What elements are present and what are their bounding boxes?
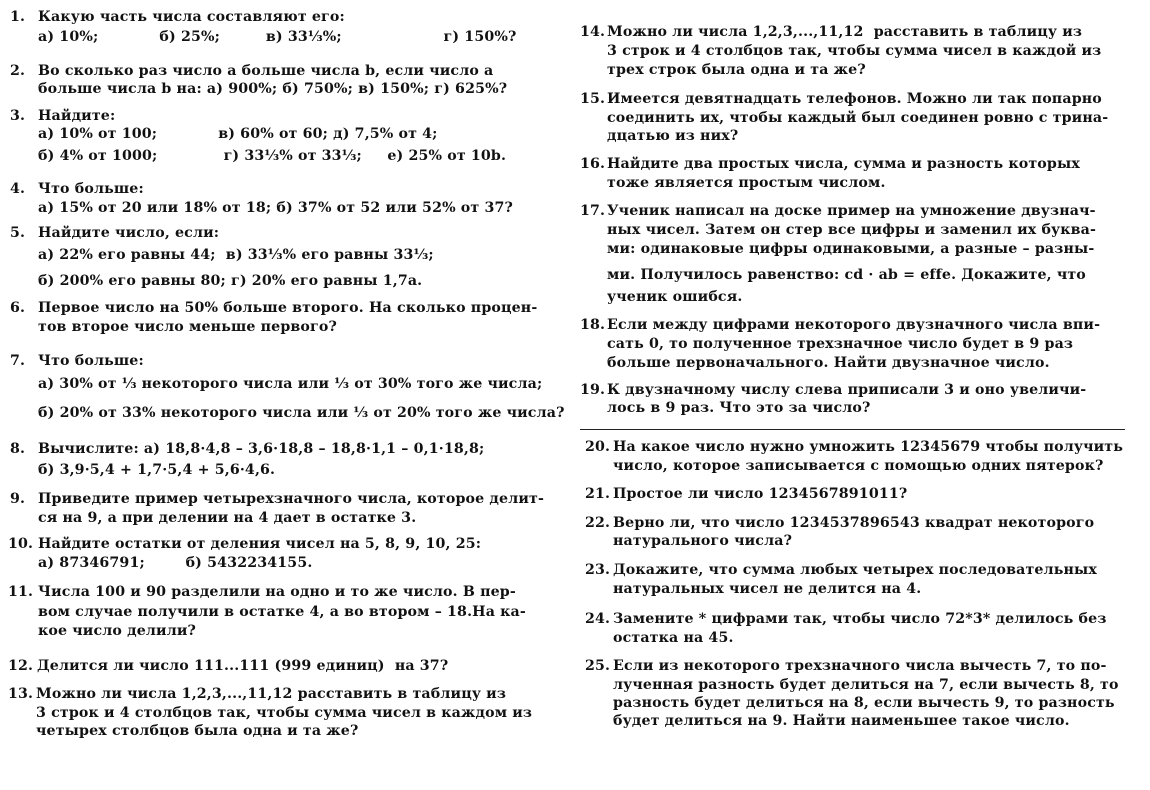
problem-2-number: 2. <box>10 63 26 79</box>
problem-25-line-2: лученная разность будет делиться на 7, если вычесть 8, то <box>613 677 1119 693</box>
problem-23-line-2: натуральных чисел не делится на 4. <box>613 581 922 597</box>
problem-14-number: 14. <box>580 24 606 40</box>
problem-24-number: 24. <box>585 611 611 627</box>
problem-22-line-2: натурального числа? <box>613 533 793 549</box>
problem-23-number: 23. <box>585 562 611 578</box>
problem-16-line-1: Найдите два простых числа, сумма и разность которых <box>607 156 1080 172</box>
problem-4-line-1: Что больше: <box>38 181 144 197</box>
problem-2-line-2: больше числа b на: а) 900%; б) 750%; в) 150%; г) 625%? <box>38 81 508 97</box>
problem-12-line-1: Делится ли число 111...111 (999 единиц) на 37? <box>37 658 449 674</box>
problem-11-line-3: кое число делили? <box>38 623 197 639</box>
problem-25-number: 25. <box>585 658 611 674</box>
problem-23-line-1: Докажите, что сумма любых четырех последовательных <box>613 562 1098 578</box>
problem-13-line-3: четырех столбцов была одна и та же? <box>36 723 359 739</box>
problem-3-line-3: б) 4% от 1000; г) 33⅓% от 33⅓; е) 25% от 10b. <box>38 148 507 164</box>
problem-5-line-2: а) 22% его равны 44; в) 33⅓% его равны 33⅓; <box>38 247 434 263</box>
problem-5-line-1: Найдите число, если: <box>38 225 220 241</box>
problem-1-number: 1. <box>10 9 26 25</box>
problem-24-line-2: остатка на 45. <box>613 630 734 646</box>
problem-4-line-2: а) 15% от 20 или 18% от 18; б) 37% от 52 или 52% от 37? <box>38 200 513 216</box>
problem-7-number: 7. <box>10 353 26 369</box>
problem-22-number: 22. <box>585 515 611 531</box>
problem-19-line-1: К двузначному числу слева приписали 3 и оно увеличи- <box>607 382 1087 398</box>
problem-4-number: 4. <box>10 181 26 197</box>
problem-14-line-1: Можно ли числа 1,2,3,...,11,12 расставить в таблицу из <box>607 24 1083 40</box>
problem-6-line-1: Первое число на 50% больше второго. На сколько процен- <box>38 300 538 316</box>
problem-20-line-2: число, которое записывается с помощью одних пятерок? <box>613 458 1104 474</box>
problem-10-line-2: а) 87346791; б) 5432234155. <box>38 555 313 571</box>
problem-13-number: 13. <box>8 686 34 702</box>
problem-7-line-3: б) 20% от 33% некоторого числа или ⅓ от 20% того же числа? <box>38 405 565 421</box>
section-divider <box>580 429 1125 430</box>
problem-5-number: 5. <box>10 225 26 241</box>
problem-14-line-3: трех строк была одна и та же? <box>607 62 866 78</box>
problem-17-number: 17. <box>580 203 606 219</box>
problem-8-line-1: Вычислите: а) 18,8·4,8 – 3,6·18,8 – 18,8·1,1 – 0,1·18,8; <box>38 441 485 457</box>
problem-25-line-4: будет делиться на 9. Найти наименьшее такое число. <box>613 713 1070 729</box>
problem-5-line-3: б) 200% его равны 80; г) 20% его равны 1,7a. <box>38 273 423 289</box>
problem-17-line-4: ми. Получилось равенство: cd · ab = effe. Докажите, что <box>607 267 1086 283</box>
problem-13-line-2: 3 строк и 4 столбцов так, чтобы сумма чисел в каждом из <box>36 705 533 721</box>
problem-18-line-1: Если между цифрами некоторого двузначного числа впи- <box>607 317 1101 333</box>
problem-18-line-2: сать 0, то полученное трехзначное число будет в 9 раз <box>607 336 1074 352</box>
problem-17-line-2: ных чисел. Затем он стер все цифры и заменил их буква- <box>607 222 1097 238</box>
problem-11-line-2: вом случае получили в остатке 4, а во втором – 18.На ка- <box>38 604 526 620</box>
problem-11-number: 11. <box>8 584 34 600</box>
problem-15-line-1: Имеется девятнадцать телефонов. Можно ли так попарно <box>607 91 1102 107</box>
problem-3-number: 3. <box>10 108 26 124</box>
problem-25-line-1: Если из некоторого трехзначного числа вычесть 7, то по- <box>613 658 1107 674</box>
problem-10-number: 10. <box>8 536 34 552</box>
problem-6-line-2: тов второе число меньше первого? <box>38 319 337 335</box>
problem-11-line-1: Числа 100 и 90 разделили на одно и то же число. В пер- <box>38 584 516 600</box>
problem-19-number: 19. <box>580 382 606 398</box>
problem-3-line-2: а) 10% от 100; в) 60% от 60; д) 7,5% от 4; <box>38 126 438 142</box>
problem-20-line-1: На какое число нужно умножить 12345679 чтобы получить <box>613 439 1124 455</box>
problem-17-line-5: ученик ошибся. <box>607 289 743 305</box>
problem-24-line-1: Замените * цифрами так, чтобы число 72*3* делилось без <box>613 611 1107 627</box>
problem-1-line-2: а) 10%; б) 25%; в) 33⅓%; г) 150%? <box>38 29 517 45</box>
problem-6-number: 6. <box>10 300 26 316</box>
problem-16-line-2: тоже является простым числом. <box>607 175 886 191</box>
problem-9-number: 9. <box>10 491 26 507</box>
problem-14-line-2: 3 строк и 4 столбцов так, чтобы сумма чисел в каждой из <box>607 43 1102 59</box>
problem-22-line-1: Верно ли, что число 1234537896543 квадрат некоторого <box>613 515 1095 531</box>
problem-15-line-2: соединить их, чтобы каждый был соединен ровно с трина- <box>607 110 1109 126</box>
problem-21-line-1: Простое ли число 1234567891011? <box>613 486 908 502</box>
problem-9-line-2: ся на 9, а при делении на 4 дает в остатке 3. <box>38 510 417 526</box>
problem-25-line-3: разность будет делиться на 8, если вычесть 9, то разность <box>613 695 1115 711</box>
problem-15-number: 15. <box>580 91 606 107</box>
problem-15-line-3: дцатью из них? <box>607 128 739 144</box>
problem-20-number: 20. <box>585 439 611 455</box>
problem-18-number: 18. <box>580 317 606 333</box>
problem-13-line-1: Можно ли числа 1,2,3,...,11,12 расставить в таблицу из <box>36 686 507 702</box>
problem-17-line-1: Ученик написал на доске пример на умножение двузнач- <box>607 203 1096 219</box>
problem-3-line-1: Найдите: <box>38 108 116 124</box>
problem-17-line-3: ми: одинаковые цифры одинаковыми, а разные – разны- <box>607 241 1095 257</box>
problem-7-line-1: Что больше: <box>38 353 144 369</box>
problem-12-number: 12. <box>8 658 34 674</box>
problem-18-line-3: больше первоначального. Найти двузначное число. <box>607 355 1050 371</box>
problem-10-line-1: Найдите остатки от деления чисел на 5, 8, 9, 10, 25: <box>38 536 482 552</box>
problem-9-line-1: Приведите пример четырехзначного числа, которое делит- <box>38 491 545 507</box>
problem-1-line-1: Какую часть числа составляют его: <box>38 9 345 25</box>
problem-16-number: 16. <box>580 156 606 172</box>
problem-21-number: 21. <box>585 486 611 502</box>
problem-2-line-1: Во сколько раз число a больше числа b, если число a <box>38 63 494 79</box>
problem-19-line-2: лось в 9 раз. Что это за число? <box>607 400 871 416</box>
problem-8-number: 8. <box>10 441 26 457</box>
problem-7-line-2: а) 30% от ⅓ некоторого числа или ⅓ от 30% того же числа; <box>38 376 543 392</box>
problem-8-line-2: б) 3,9·5,4 + 1,7·5,4 + 5,6·4,6. <box>38 462 276 478</box>
